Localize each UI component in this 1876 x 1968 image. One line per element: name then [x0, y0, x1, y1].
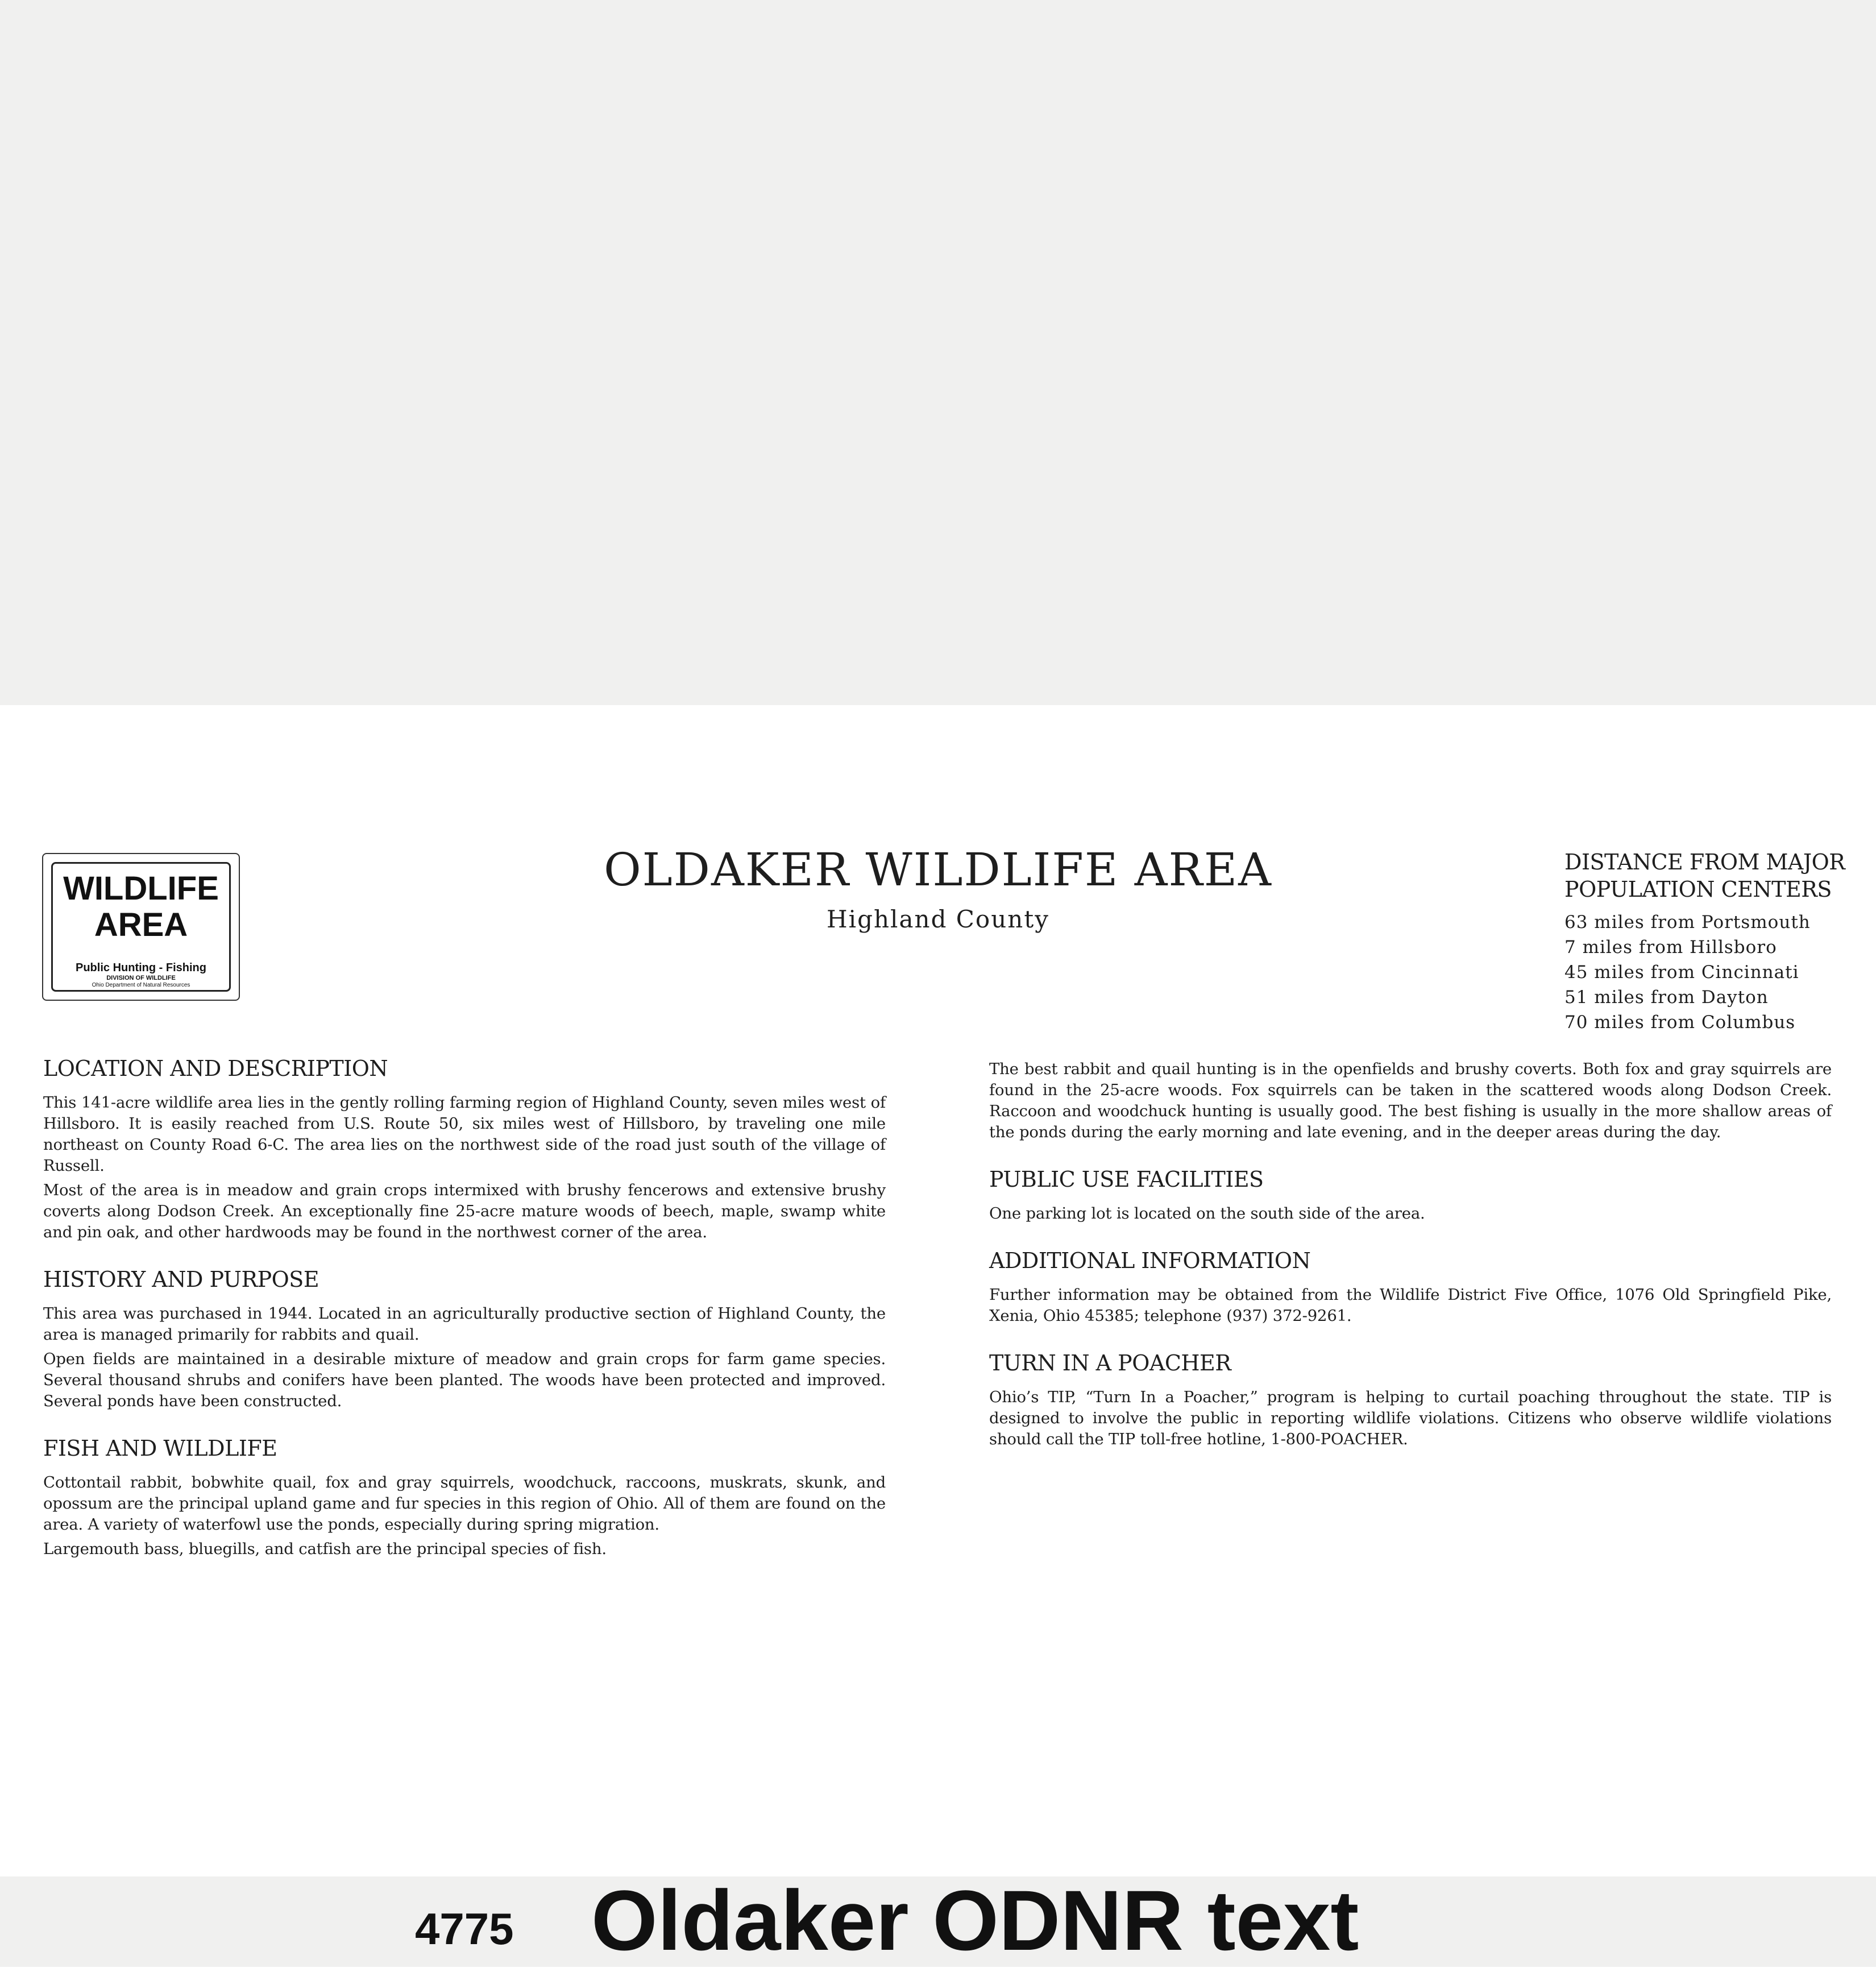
paragraph: Ohio’s TIP, “Turn In a Poacher,” program is helping to curtail poaching throughout the state. TIP is designed to involve the public in reporting wildlife violations. Citizens who observe wildlife violations should call the TIP toll-free hotline, 1-800-POACHER. — [989, 1388, 1832, 1448]
distance-item: 63 miles from Portsmouth — [1564, 912, 1811, 933]
distance-panel — [1564, 848, 1860, 1035]
paragraph: Most of the area is in meadow and grain crops intermixed with brushy fencerows and extensive brushy coverts along Dodson Creek. An exceptionally fine 25-acre mature woods of beech, maple, swamp white and pin oak, and other hardwoods may be found in the northwest corner of the area. — [43, 1181, 886, 1241]
section-title: HISTORY AND PURPOSE — [43, 1267, 319, 1292]
paragraph: This area was purchased in 1944. Located in an agriculturally productive section of Highland County, the area is managed primarily for rabbits and quail. — [43, 1304, 886, 1344]
paragraph: This 141-acre wildlife area lies in the gently rolling farming region of Highland County, seven miles west of Hillsboro. It is easily reached from U.S. Route 50, six miles west of Hillsboro, by traveling one mile northeast on County Road 6-C. The area lies on the northwest side of the road just south of the village of Russell. — [43, 1093, 886, 1175]
distance-list — [1564, 910, 1860, 1035]
left-column — [43, 1055, 886, 1582]
right-column — [989, 1059, 1832, 1473]
sign-subtitle: Public Hunting - Fishing — [76, 962, 206, 974]
paragraph: The best rabbit and quail hunting is in the openfields and brushy coverts. Both fox and gray squirrels are found in the 25-acre woods. Fox squirrels can be taken in the scattered woods along Dodson Creek. Raccoon and woodchuck hunting is usually good. The best fishing is usually in the more shallow areas of the ponds during the early morning and late evening, and in the deeper areas during the day. — [989, 1060, 1832, 1141]
section-turn-in-poacher — [989, 1349, 1832, 1450]
section-history — [43, 1266, 886, 1412]
paragraph: Cottontail rabbit, bobwhite quail, fox and gray squirrels, woodchuck, raccoons, muskrats, skunk, and opossum are the principal upland game and fur species in this region of Ohio. All of them are found on the area. A variety of waterfowl use the ponds, especially during spring migration. — [43, 1473, 886, 1534]
paragraph: Further information may be obtained from the Wildlife District Five Office, 1076 Old Springfield Pike, Xenia, Ohio 45385; telephone (937) 372-9261. — [989, 1286, 1832, 1325]
footer-number: 4775 — [415, 1904, 514, 1954]
top-margin-band — [0, 0, 1876, 705]
section-fish-wildlife — [43, 1435, 886, 1560]
section-title: LOCATION AND DESCRIPTION — [43, 1056, 388, 1081]
sign-department: Ohio Department of Natural Resources — [92, 982, 190, 988]
paragraph: Open fields are maintained in a desirable mixture of meadow and grain crops for farm game species. Several thousand shrubs and conifers have been planted. The woods have been protected and improved. Several ponds have been constructed. — [43, 1350, 886, 1410]
section-location — [43, 1055, 886, 1243]
section-title: ADDITIONAL INFORMATION — [989, 1248, 1311, 1273]
page-title: OLDAKER WILDLIFE AREA — [604, 843, 1272, 896]
distance-heading-line-2: POPULATION CENTERS — [1564, 877, 1832, 902]
distance-heading-line-1: DISTANCE FROM MAJOR — [1564, 850, 1845, 875]
section-hunting — [989, 1059, 1832, 1143]
sign-division: DIVISION OF WILDLIFE — [106, 975, 176, 981]
sign-line-1: WILDLIFE — [63, 870, 219, 907]
section-facilities — [989, 1166, 1832, 1224]
page-subtitle: Highland County — [827, 905, 1049, 933]
section-title: FISH AND WILDLIFE — [43, 1436, 277, 1461]
distance-item: 51 miles from Dayton — [1564, 987, 1769, 1008]
paragraph: One parking lot is located on the south side of the area. — [989, 1204, 1425, 1223]
section-additional-info — [989, 1247, 1832, 1327]
section-title: PUBLIC USE FACILITIES — [989, 1167, 1264, 1192]
footer-title: Oldaker ODNR text — [591, 1872, 1359, 1968]
paragraph: Largemouth bass, bluegills, and catfish are the principal species of fish. — [43, 1540, 607, 1558]
distance-heading — [1564, 848, 1860, 903]
distance-item: 70 miles from Columbus — [1564, 1012, 1796, 1033]
sign-line-2: AREA — [94, 906, 188, 943]
distance-item: 45 miles from Cincinnati — [1564, 962, 1799, 983]
distance-item: 7 miles from Hillsboro — [1564, 937, 1777, 958]
section-title: TURN IN A POACHER — [989, 1350, 1231, 1375]
